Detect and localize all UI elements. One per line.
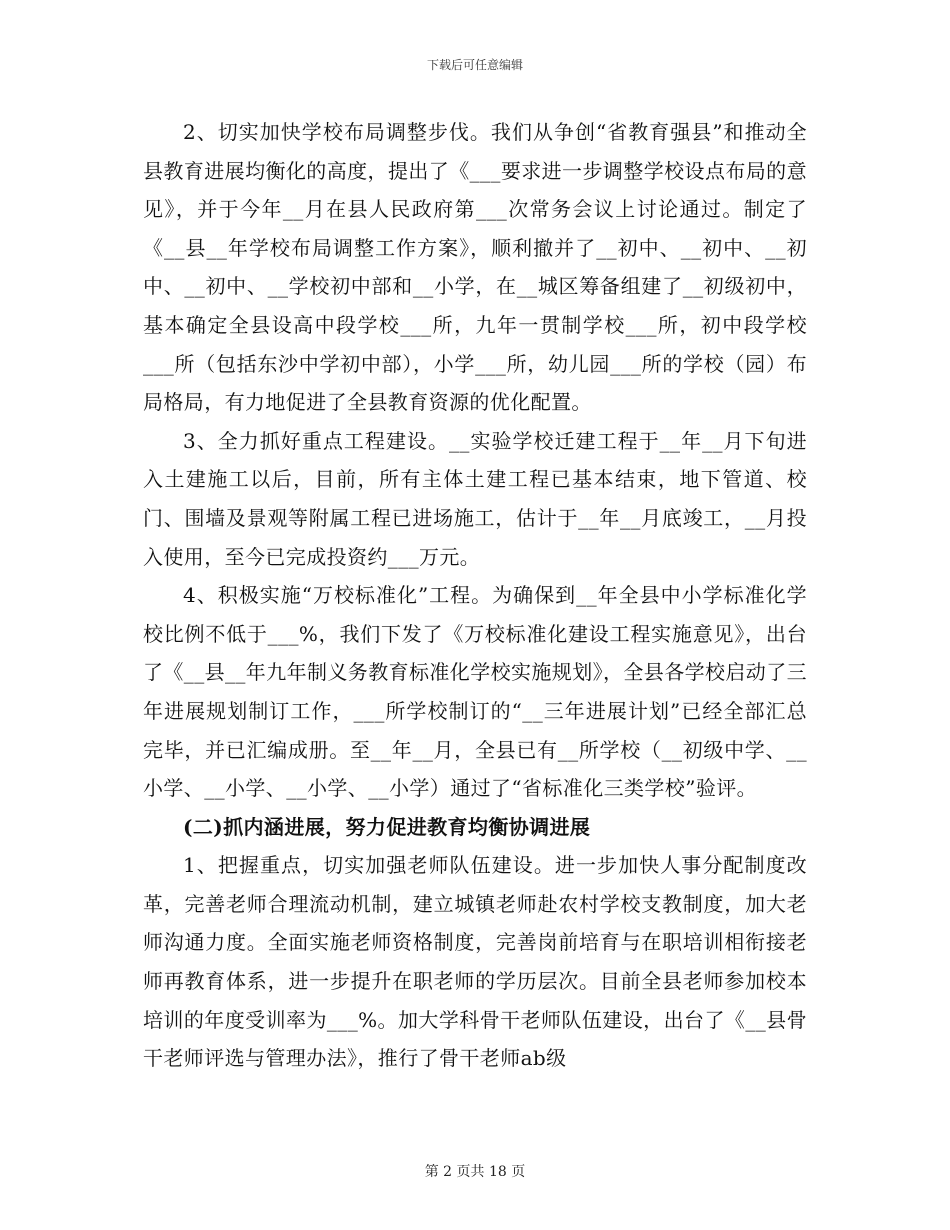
document-body bbox=[143, 113, 807, 1078]
header-note: 下载后可任意编辑 bbox=[426, 58, 523, 72]
paragraph-teacher-team: 1、把握重点，切实加强老师队伍建设。进一步加快人事分配制度改革，完善老师合理流动机制，建立城镇老师赴农村学校支教制度，加大老师沟通力度。全面实施老师资格制度，完善岗前培育与在职培训相衔接老师再教育体系，进一步提升在职老师的学历层次。目前全县老师参加校本培训的年度受训率为___%。加大学科骨干老师队伍建设，出台了《__县骨干老师评选与管理办法》，推行了骨干老师ab级 bbox=[143, 853, 807, 1071]
section-heading: (二)抓内涵进展，努力促进教育均衡协调进展 bbox=[183, 814, 591, 839]
paragraph-standardization: 4、积极实施“万校标准化”工程。为确保到__年全县中小学标准化学校比例不低于___%，我们下发了《万校标准化建设工程实施意见》，出台了《__县__年九年制义务教育标准化学校实施规划》，全县各学校启动了三年进展规划制订工作，___所学校制订的“__三年进展计划”已经全部汇总完毕，并已汇编成册。至__年__月，全县已有__所学校（__初级中学、__小学、__小学、__小学、__小学）通过了“省标准化三类学校”验评。 bbox=[143, 583, 807, 801]
paragraph-key-projects: 3、全力抓好重点工程建设。__实验学校迁建工程于__年__月下旬进入土建施工以后，目前，所有主体土建工程已基本结束，地下管道、校门、围墙及景观等附属工程已进场施工，估计于__年__月底竣工，__月投入使用，至今已完成投资约___万元。 bbox=[143, 428, 807, 569]
page-indicator: 第 2 页共 18 页 bbox=[424, 1164, 526, 1180]
paragraph-school-layout: 2、切实加快学校布局调整步伐。我们从争创“省教育强县”和推动全县教育进展均衡化的高度，提出了《___要求进一步调整学校设点布局的意见》，并于今年__月在县人民政府第___次常务会议上讨论通过。制定了《__县__年学校布局调整工作方案》，顺利撤并了__初中、__初中、__初中、__初中、__学校初中部和__小学，在__城区筹备组建了__初级初中，基本确定全县设高中段学校___所，九年一贯制学校___所，初中段学校___所（包括东沙中学初中部），小学___所，幼儿园___所的学校（园）布局格局，有力地促进了全县教育资源的优化配置。 bbox=[143, 120, 807, 415]
